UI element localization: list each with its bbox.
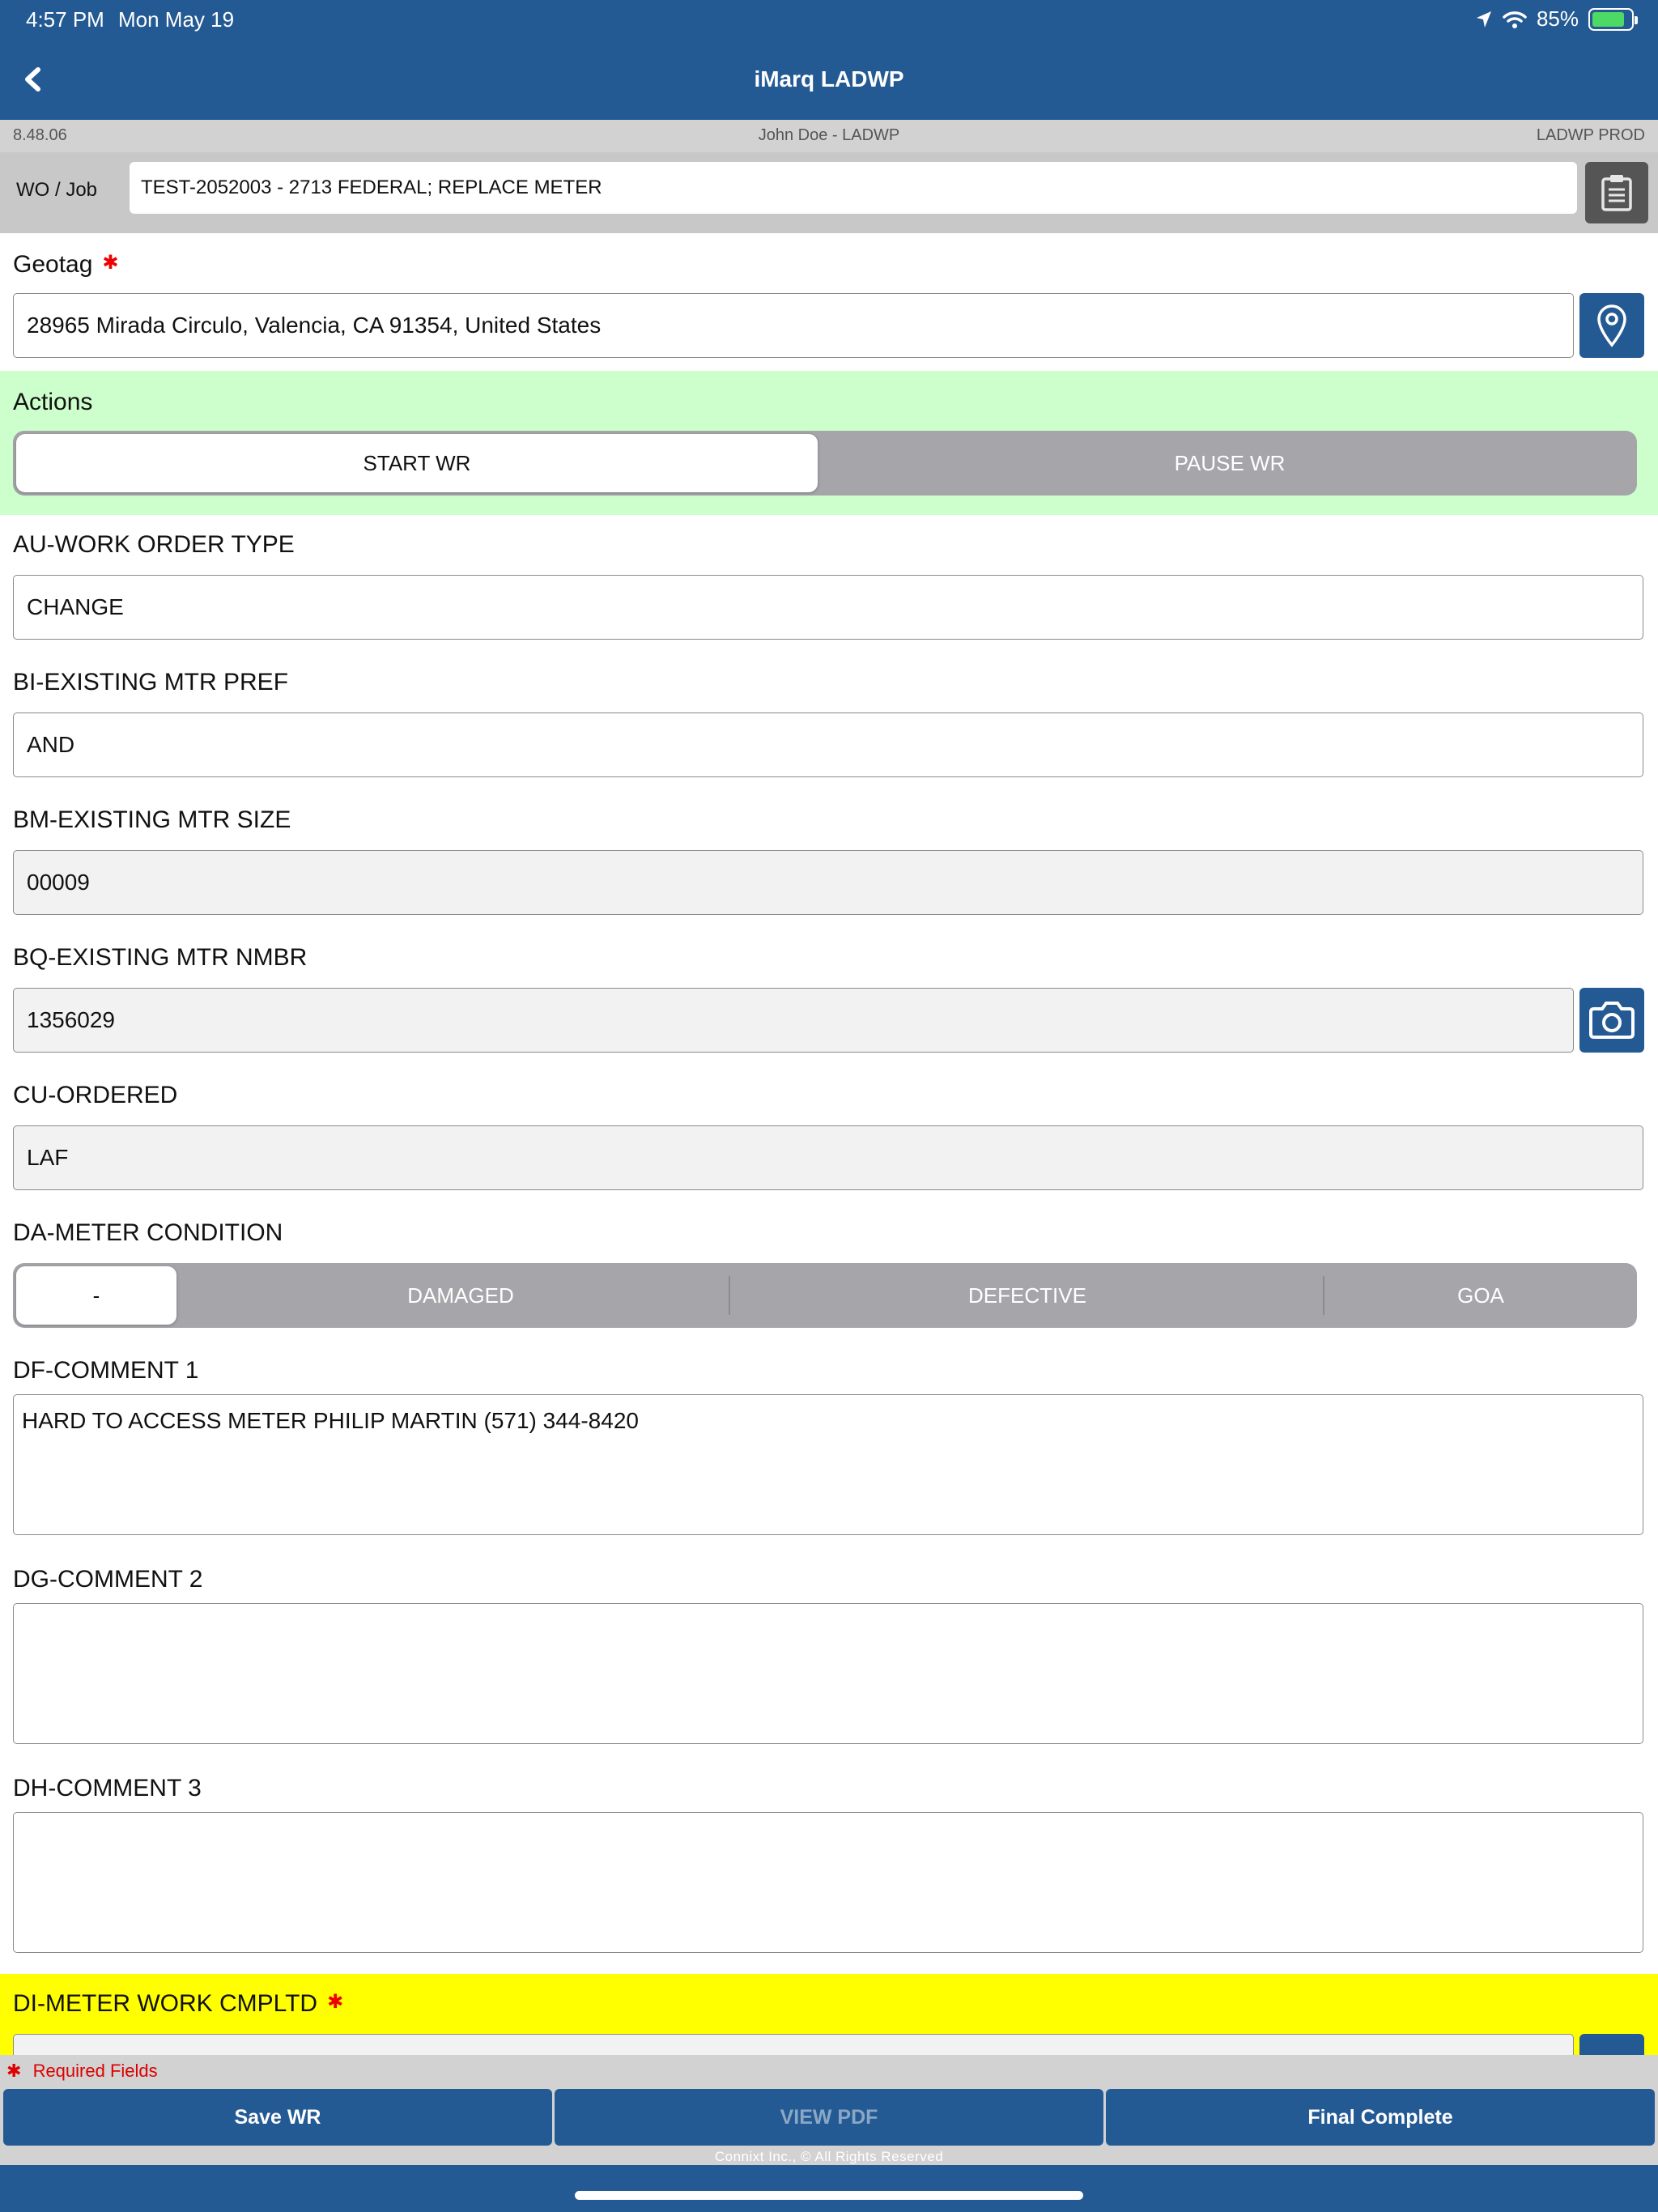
- work-order-field[interactable]: TEST-2052003 - 2713 FEDERAL; REPLACE METER: [130, 162, 1577, 214]
- existing-mtr-size-label: BM-EXISTING MTR SIZE: [13, 806, 291, 833]
- meter-work-section: [0, 1974, 1658, 2055]
- battery-level-fill: [1592, 12, 1624, 27]
- meter-work-label-text: DI-METER WORK CMPLTD: [13, 1990, 318, 2017]
- battery-percent: 85%: [1536, 6, 1579, 31]
- map-pin-icon: [1594, 303, 1630, 348]
- footer: [0, 2055, 1658, 2212]
- comment-1-label: DF-COMMENT 1: [13, 1357, 199, 1384]
- actions-segmented-control: [13, 431, 1637, 496]
- status-date: Mon May 19: [118, 7, 235, 32]
- camera-button[interactable]: [1579, 988, 1644, 1053]
- existing-mtr-pref-field[interactable]: AND: [13, 713, 1643, 777]
- battery-charging-icon: [1588, 8, 1634, 31]
- meter-work-field[interactable]: [13, 2034, 1574, 2055]
- cu-ordered-label: CU-ORDERED: [13, 1082, 178, 1108]
- home-indicator[interactable]: [575, 2191, 1083, 2200]
- comment-3-field[interactable]: [13, 1812, 1643, 1953]
- comment-3-label: DH-COMMENT 3: [13, 1775, 202, 1802]
- geotag-label-text: Geotag: [13, 251, 93, 278]
- meter-condition-option-defective[interactable]: DEFECTIVE: [968, 1283, 1086, 1308]
- comment-2-label: DG-COMMENT 2: [13, 1566, 203, 1593]
- status-bar: [0, 0, 1658, 39]
- geotag-field[interactable]: 28965 Mirada Circulo, Valencia, CA 91354, United States: [13, 293, 1574, 358]
- view-pdf-button[interactable]: VIEW PDF: [555, 2089, 1103, 2146]
- comment-1-field[interactable]: HARD TO ACCESS METER PHILIP MARTIN (571) 344-8420: [13, 1394, 1643, 1535]
- final-complete-button[interactable]: Final Complete: [1106, 2089, 1655, 2146]
- required-mark: ✱: [327, 1991, 344, 2013]
- existing-mtr-size-field: 00009: [13, 850, 1643, 915]
- required-fields-note: [0, 2055, 1658, 2087]
- location-arrow-icon: [1475, 10, 1493, 29]
- user-name: John Doe - LADWP: [758, 126, 900, 144]
- required-mark: ✱: [6, 2061, 22, 2081]
- meter-work-label: [13, 1990, 343, 2018]
- wifi-icon: [1503, 10, 1527, 29]
- work-order-type-label: AU-WORK ORDER TYPE: [13, 531, 295, 558]
- clipboard-icon: [1601, 174, 1633, 211]
- geotag-label: [13, 251, 119, 279]
- copyright-text: Connixt Inc., © All Rights Reserved: [714, 2149, 944, 2164]
- work-order-row: [0, 152, 1658, 233]
- existing-mtr-nmbr-label: BQ-EXISTING MTR NMBR: [13, 944, 308, 971]
- existing-mtr-nmbr-field: 1356029: [13, 988, 1574, 1053]
- comment-2-field[interactable]: [13, 1603, 1643, 1744]
- camera-icon: [1588, 1001, 1636, 1040]
- work-order-type-field[interactable]: CHANGE: [13, 575, 1643, 640]
- meter-condition-option-goa[interactable]: GOA: [1457, 1283, 1504, 1308]
- start-wr-button[interactable]: START WR: [16, 434, 818, 492]
- status-time: 4:57 PM: [26, 7, 104, 32]
- required-mark: ✱: [102, 252, 119, 274]
- top-bar: [0, 0, 1658, 120]
- app-version: 8.48.06: [13, 126, 67, 144]
- existing-mtr-pref-label: BI-EXISTING MTR PREF: [13, 669, 289, 696]
- save-wr-button[interactable]: Save WR: [3, 2089, 552, 2146]
- required-fields-text: Required Fields: [32, 2061, 158, 2081]
- work-order-label: WO / Job: [16, 179, 98, 201]
- meter-work-list-button[interactable]: [1579, 2034, 1644, 2055]
- status-icons: [1475, 6, 1634, 32]
- geotag-location-button[interactable]: [1579, 293, 1644, 358]
- clipboard-button[interactable]: [1585, 162, 1648, 223]
- info-strip: [0, 120, 1658, 152]
- actions-label: Actions: [13, 389, 93, 415]
- meter-condition-label: DA-METER CONDITION: [13, 1219, 283, 1246]
- page-title: iMarq LADWP: [754, 66, 904, 91]
- meter-condition-segmented-control: [13, 1263, 1637, 1328]
- environment-label: LADWP PROD: [1536, 126, 1645, 144]
- meter-condition-option-none[interactable]: -: [16, 1266, 176, 1325]
- meter-condition-option-damaged[interactable]: DAMAGED: [407, 1283, 514, 1308]
- actions-section: [0, 371, 1658, 515]
- pause-wr-button[interactable]: PAUSE WR: [1174, 451, 1286, 475]
- cu-ordered-field: LAF: [13, 1125, 1643, 1190]
